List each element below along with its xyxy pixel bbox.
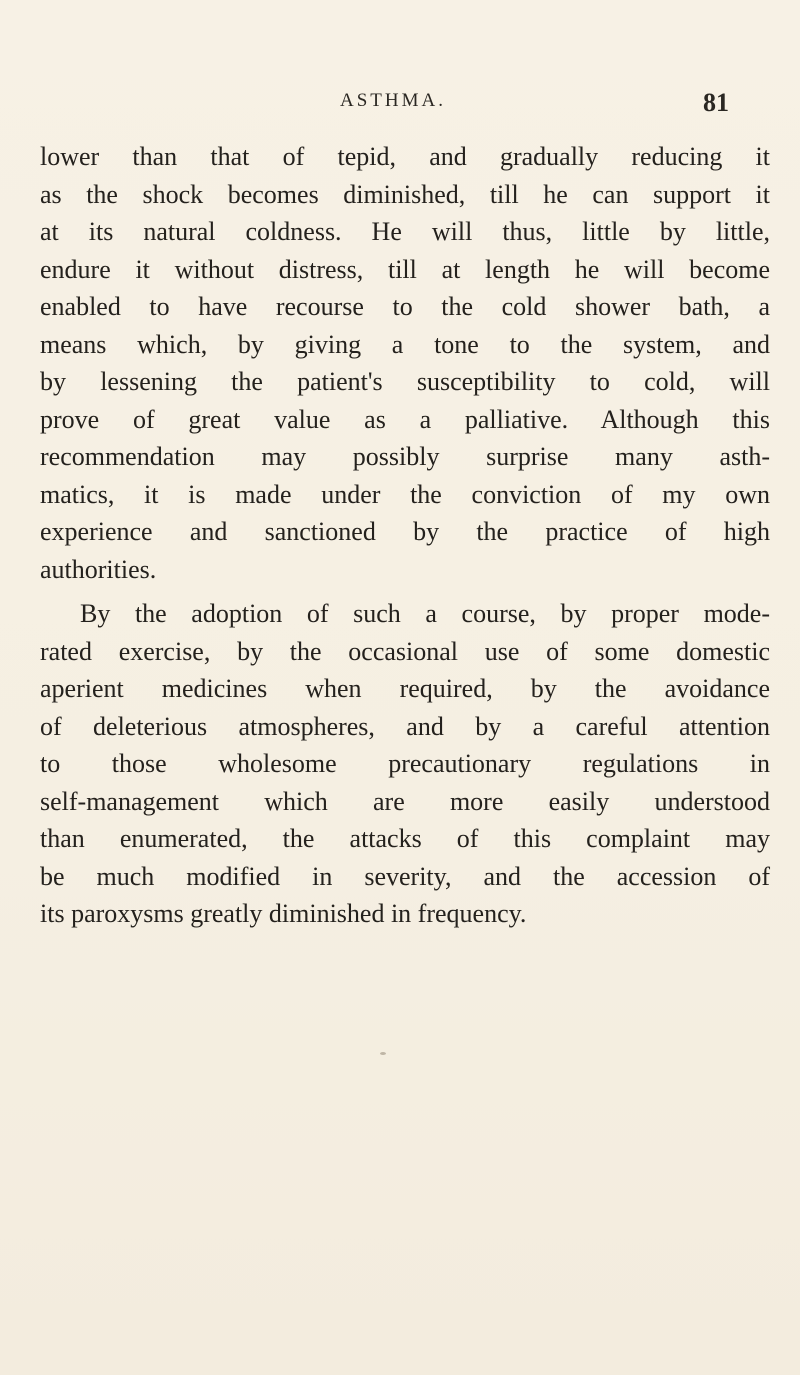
text-line: to those wholesome precautionary regulations in	[40, 749, 770, 778]
text-line: means which, by giving a tone to the system, and	[40, 329, 770, 359]
text-line: at its natural coldness. He will thus, little by little,	[40, 217, 770, 246]
paragraph-1	[40, 138, 770, 588]
text-line: its paroxysms greatly diminished in frequency.	[40, 899, 527, 928]
text-line: by lessening the patient's susceptibility to cold, will	[40, 367, 770, 396]
text-line: experience and sanctioned by the practice of high	[40, 517, 770, 546]
text-line: of deleterious atmospheres, and by a careful attention	[40, 711, 770, 741]
ink-speck	[380, 1052, 386, 1055]
text-line: enabled to have recourse to the cold shower bath, a	[40, 292, 770, 321]
page-number: 81	[703, 88, 729, 117]
running-head-title: ASTHMA.	[340, 90, 446, 111]
text-line: rated exercise, by the occasional use of some domestic	[40, 636, 770, 666]
text-line: By the adoption of such a course, by proper mode-	[80, 599, 770, 628]
text-line: as the shock becomes diminished, till he can support it	[40, 179, 770, 209]
text-line: aperient medicines when required, by the avoidance	[40, 674, 770, 703]
text-line: endure it without distress, till at length he will become	[40, 254, 770, 284]
text-line: than enumerated, the attacks of this complaint may	[40, 824, 770, 853]
text-line: lower than that of tepid, and gradually reducing it	[40, 142, 770, 171]
text-line: authorities.	[40, 554, 157, 584]
paragraph-gap	[40, 588, 770, 595]
text-line: be much modified in severity, and the accession of	[40, 861, 770, 891]
paragraph-2	[40, 595, 770, 933]
text-line: matics, it is made under the conviction of my own	[40, 479, 770, 509]
text-line: recommendation may possibly surprise many asth-	[40, 442, 770, 471]
running-head	[0, 88, 800, 122]
text-line: prove of great value as a palliative. Although this	[40, 404, 770, 434]
text-line: self-management which are more easily understood	[40, 786, 770, 816]
body-text	[40, 138, 770, 933]
